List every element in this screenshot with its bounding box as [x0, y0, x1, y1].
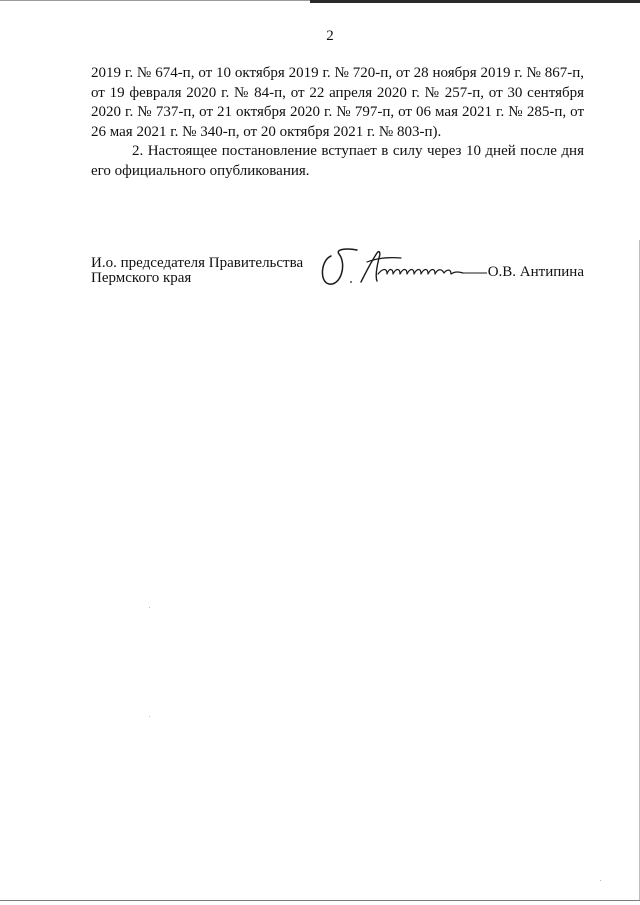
signatory-title-line-2: Пермского края	[91, 270, 192, 286]
signatory-title	[91, 256, 303, 286]
scan-speck	[600, 880, 601, 881]
handwritten-signature-icon	[317, 244, 487, 292]
scan-edge-top-right	[310, 0, 640, 3]
document-body	[91, 64, 584, 181]
signatory-name: О.В. Антипина	[487, 264, 584, 280]
body-paragraph-effective-date: 2. Настоящее постановление вступает в силу через 10 дней после дня его официального опубликования.	[91, 143, 584, 179]
scan-speck	[149, 716, 150, 717]
page-number: 2	[326, 28, 334, 44]
scan-edge-bottom	[0, 900, 640, 901]
scan-speck	[149, 607, 150, 608]
signature-block	[91, 256, 584, 296]
signatory-title-line-1: И.о. председателя Правительства	[91, 255, 304, 271]
body-paragraph-continuation: 2019 г. № 674-п, от 10 октября 2019 г. № 720-п, от 28 ноября 2019 г. № 867-п, от 19 февраля 2020 г. № 84-п, от 22 апреля 2020 г. № 257-п, от 30 сентября 2020 г. № 737-п, от 21 октября 2020 г. № 797-п, от 06 мая 2021 г. № 285-п, от 26 мая 2021 г. № 340-п, от 20 октября 2021 г. № 803-п).	[91, 65, 584, 140]
